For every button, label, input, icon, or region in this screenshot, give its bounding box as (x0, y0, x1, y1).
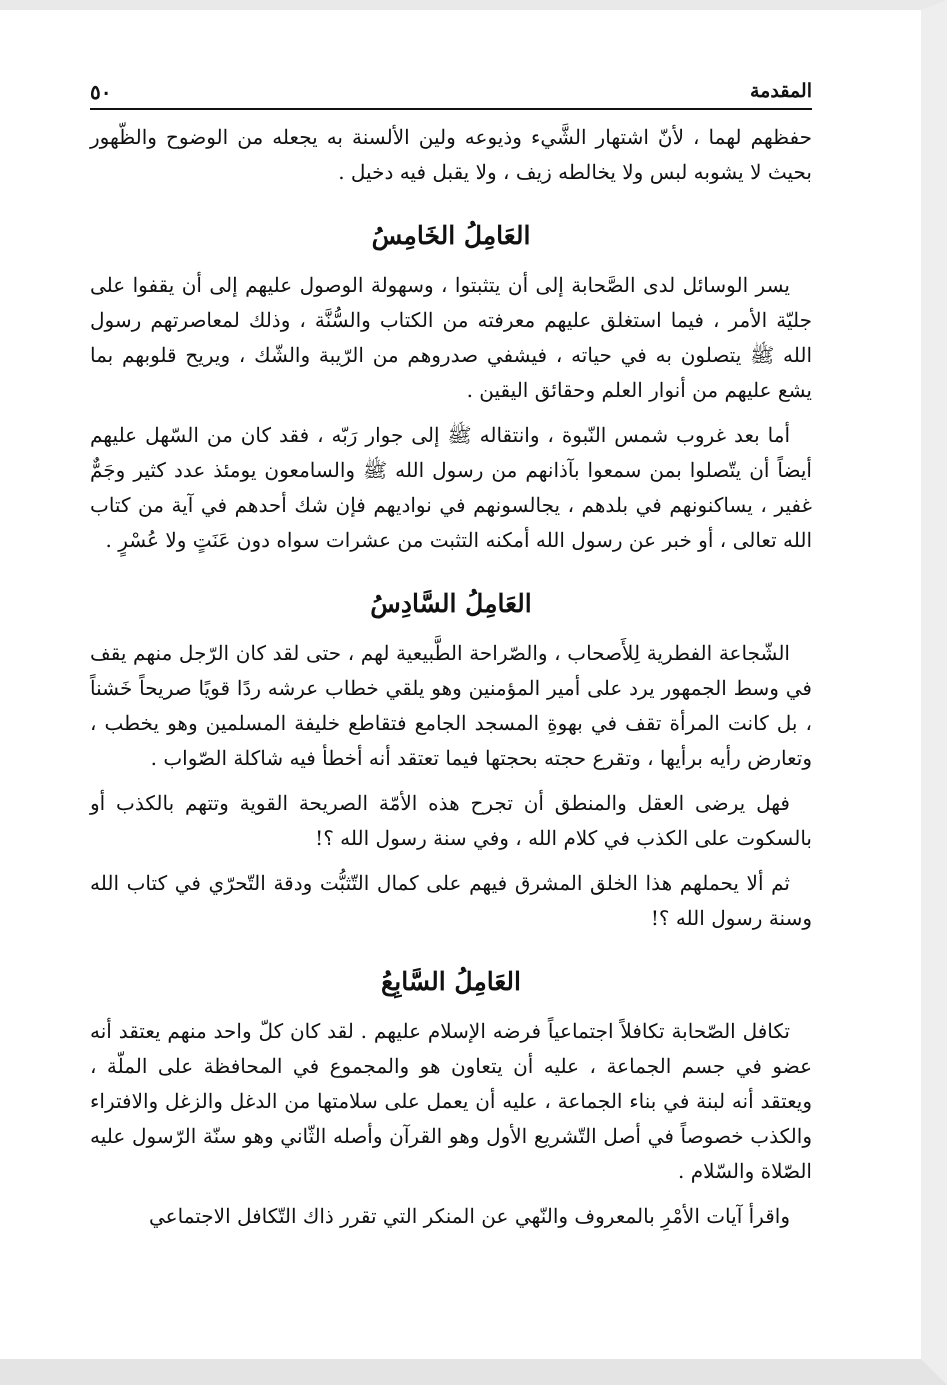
running-title: المقدمة (749, 80, 812, 102)
heading-fifth-factor: العَامِلُ الخَامِسُ (371, 221, 531, 250)
heading-sixth-factor: العَامِلُ السَّادِسُ (370, 589, 532, 618)
paragraph-3: أما بعد غروب شمس النّبوة ، وانتقاله ﷺ إلى جوار رَبّه ، فقد كان من السّهل عليهم أيضاً أن يتّصلوا بمن سمعوا بآذانهم من رسول الله ﷺ والسامعون يومئذ عدد كثير وجَمٌّ غفير ، يساكنونهم في بلدهم ، يجالسونهم في نواديهم فإن شك أحدهم في آية من كتاب الله تعالى ، أو خبر عن رسول الله أمكنه التثبت من عشرات سواه دون عَنَتٍ ولا عُسْرٍ . (90, 423, 812, 552)
paragraph-2: يسر الوسائل لدى الصَّحابة إلى أن يتثبتوا ، وسهولة الوصول عليهم إلى أن يقفوا على جليّة الأمر ، فيما استغلق عليهم معرفته من الكتاب والسُّنَّة ، وذلك لمعاصرتهم رسول الله ﷺ يتصلون به في حياته ، فيشفي صدروهم من الرّيبة والشّك ، ويريح قلوبهم بما يشع عليهم من أنوار العلم وحقائق اليقين . (90, 273, 812, 402)
paragraph-4: الشّجاعة الفطرية لِلأَصحاب ، والصّراحة الطَّبيعية لهم ، حتى لقد كان الرّجل منهم يقف في وسط الجمهور يرد على أمير المؤمنين وهو يلقي خطاب عرشه ردًا قويًا صريحاً خَشناً ، بل كانت المرأة تقف في بهوةِ المسجد الجامع فتقاطع خليفة المسلمين وهو يخطب ، وتعارض رأيه برأيها ، وتقرع حجته بحجتها فيما تعتقد أنه أخطأ فيه شاكلة الصّواب . (90, 641, 812, 770)
paragraph-6: ثم ألا يحملهم هذا الخلق المشرق فيهم على كمال التّثبُّت ودقة التّحرّي في كتاب الله وسنة رسول الله ؟! (90, 871, 812, 930)
page-number: ٥٠ (90, 80, 112, 104)
heading-seventh-factor: العَامِلُ السَّابِعُ (380, 967, 521, 996)
paragraph-7: تكافل الصّحابة تكافلاً اجتماعياً فرضه الإسلام عليهم . لقد كان كلّ واحد منهم يعتقد أنه عضو في جسم الجماعة ، عليه أن يتعاون هو والمجموع في المحافظة على الملّة ، ويعتقد أنه لبنة في بناء الجماعة ، عليه أن يعمل على سلامتها من الدغل والزغل والافتراء والكذب خصوصاً في أصل التّشريع الأول وهو القرآن وأصله الثّاني وهو سنّة الرّسول عليه الصّلاة والسّلام . (90, 1019, 812, 1183)
page-header (90, 72, 812, 110)
paragraph-5: فهل يرضى العقل والمنطق أن تجرح هذه الأمّة الصريحة القوية وتتهم بالكذب أو بالسكوت على الكذب في كلام الله ، وفي سنة رسول الله ؟! (90, 791, 812, 850)
paragraph-8: واقرأ آيات الأمْرِ بالمعروف والنّهي عن المنكر التي تقرر ذاك التّكافل الاجتماعي (149, 1204, 790, 1228)
paragraph-1: حفظهم لهما ، لأنّ اشتهار الشَّيء وذيوعه ولين الألسنة به يجعله من الوضوح والظّهور بحيث لا يشوبه لبس ولا يخالطه زيف ، ولا يقبل فيه دخيل . (90, 125, 812, 184)
page-content (90, 72, 812, 1234)
